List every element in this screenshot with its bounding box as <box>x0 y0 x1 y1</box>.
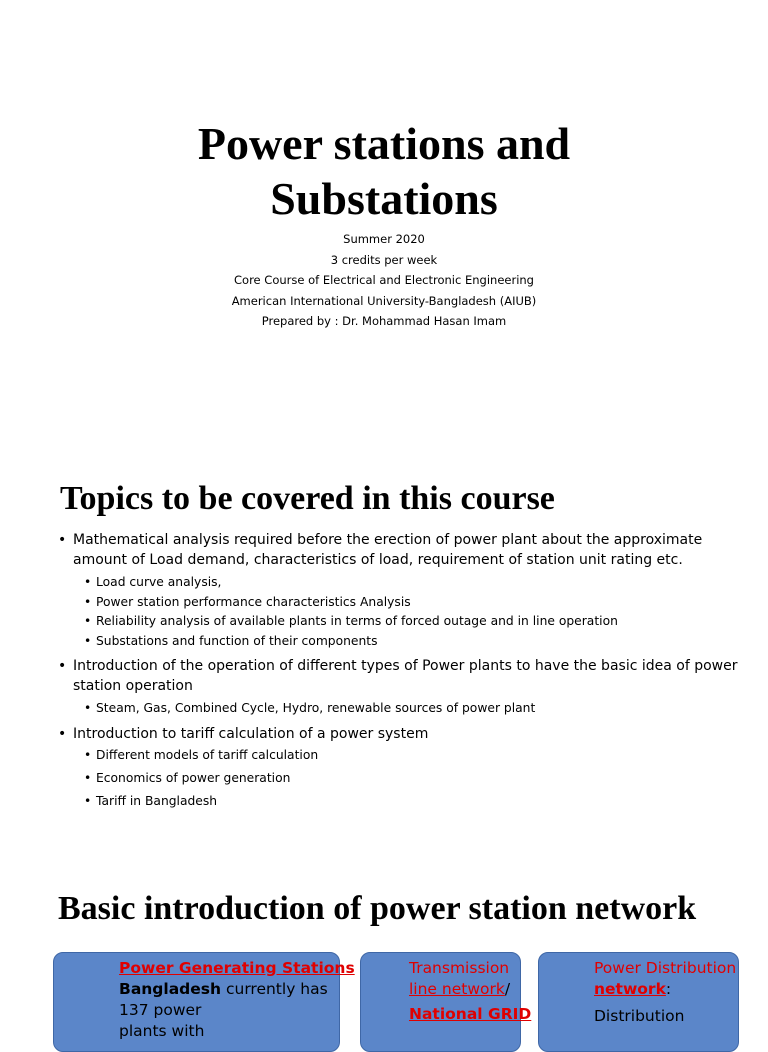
title-slide <box>0 0 768 440</box>
subtopic-item: • Steam, Gas, Combined Cycle, Hydro, renewable sources of power plant <box>58 699 758 719</box>
distribution-line-3: Distribution <box>594 1007 685 1025</box>
distribution-network-box <box>538 952 739 1052</box>
subtopic-item: • Economics of power generation <box>58 767 758 790</box>
distribution-line-2-row <box>594 979 738 1000</box>
generating-stations-text <box>119 979 339 1000</box>
topic-item: • Introduction of the operation of different types of Power plants to have the basic idea of power station operation <box>58 657 758 696</box>
course-type: Core Course of Electrical and Electronic Engineering <box>234 273 534 287</box>
transmission-line-1: Transmission <box>409 959 510 977</box>
subtopic-item: • Power station performance characteristics Analysis <box>58 593 758 613</box>
course-credits: 3 credits per week <box>330 252 438 267</box>
network-slide <box>0 870 768 1040</box>
course-title-line-2: Substations <box>270 173 498 224</box>
generating-stations-text-1: currently has <box>221 980 328 998</box>
course-info <box>0 229 768 332</box>
generating-stations-text-3: plants with <box>119 1022 205 1040</box>
subtopic-item: • Load curve analysis, <box>58 573 758 593</box>
transmission-line-2-row <box>409 979 520 1000</box>
distribution-colon: : <box>665 980 672 998</box>
topics-list <box>58 531 758 813</box>
generating-stations-text-2: 137 power <box>119 1001 202 1019</box>
network-title: Basic introduction of power station network <box>58 890 697 927</box>
course-term: Summer 2020 <box>343 232 425 246</box>
national-grid-label: National GRID <box>409 1005 532 1023</box>
subtopic-item: • Tariff in Bangladesh <box>58 790 758 813</box>
subtopic-item: • Reliability analysis of available plants in terms of forced outage and in line operation <box>58 612 758 632</box>
transmission-slash: / <box>504 980 511 998</box>
topics-slide <box>0 460 768 860</box>
topic-item: • Mathematical analysis required before the erection of power plant about the approximate amount of Load demand, characteristics of load, requirement of station unit rating etc. <box>58 531 758 570</box>
topic-item: • Introduction to tariff calculation of a power system <box>58 725 758 745</box>
transmission-network-box <box>360 952 532 1052</box>
subtopic-item: • Different models of tariff calculation <box>58 744 758 767</box>
transmission-line-2: line network <box>409 980 505 998</box>
course-title <box>0 116 768 226</box>
course-university: American International University-Bangladesh (AIUB) <box>231 293 537 308</box>
distribution-line-2: network <box>594 980 666 998</box>
course-title-line-1: Power stations and <box>197 118 571 169</box>
course-author: Prepared by : Dr. Mohammad Hasan Imam <box>261 314 507 328</box>
generating-stations-box <box>53 952 355 1052</box>
subtopic-item: • Substations and function of their components <box>58 632 758 652</box>
generating-stations-heading: Power Generating Stations <box>119 959 355 977</box>
country-name: Bangladesh <box>119 980 222 998</box>
topics-title: Topics to be covered in this course <box>60 480 555 517</box>
distribution-line-1: Power Distribution <box>594 959 737 977</box>
